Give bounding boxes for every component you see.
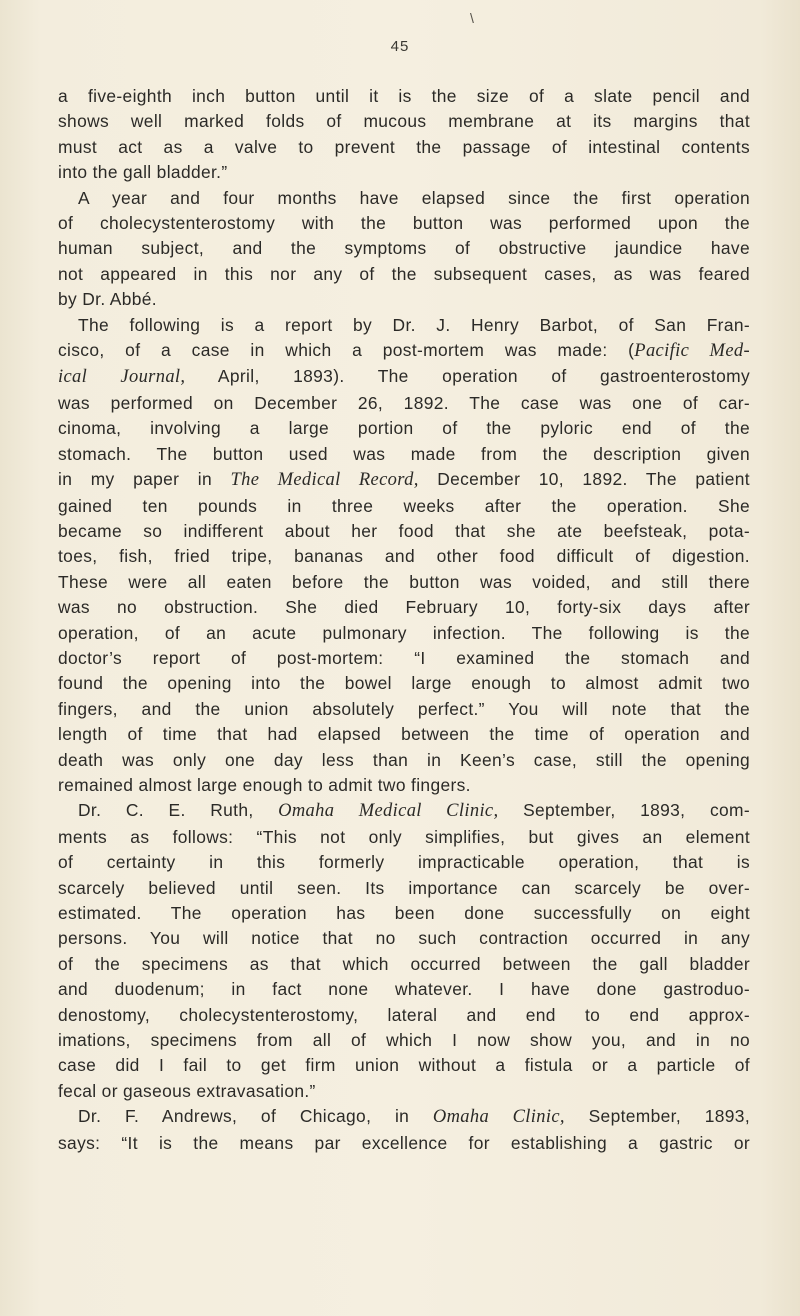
text-line: must act as a valve to prevent the passage of intestinal contents bbox=[58, 136, 750, 157]
text-line: The following is a report by Dr. J. Henry Barbot, of San Fran- bbox=[78, 314, 750, 335]
text-line: persons. You will notice that no such contraction occurred in any bbox=[58, 928, 750, 949]
text-line: doctor’s report of post-mortem: “I examined the stomach and bbox=[58, 647, 750, 668]
text-line: a five-eighth inch button until it is the size of a slate pencil and bbox=[58, 86, 750, 106]
text-line: These were all eaten before the button was voided, and still there bbox=[58, 571, 750, 592]
text-line: denostomy, cholecystenterostomy, lateral and end to end approx- bbox=[58, 1004, 750, 1025]
text-line: of the specimens as that which occurred between the gall bladder bbox=[58, 953, 750, 974]
text-line: of cholecystenterostomy with the button was performed upon the bbox=[58, 213, 750, 234]
text-line: estimated. The operation has been done successfully on eight bbox=[58, 903, 750, 923]
text-run: in my paper in bbox=[58, 469, 231, 490]
text-line: was no obstruction. She died February 10, forty-six days after bbox=[58, 597, 750, 618]
text-line bbox=[58, 798, 750, 824]
text-line: cinoma, involving a large portion of the pyloric end of the bbox=[58, 418, 750, 439]
text-run: cisco, of a case in which a post-mortem was made: ( bbox=[58, 340, 635, 361]
text-run: April, 1893). The operation of gastroenterostomy bbox=[185, 366, 750, 387]
text-line: A year and four months have elapsed since the first operation bbox=[78, 187, 750, 208]
body-text bbox=[58, 84, 750, 1156]
italic-citation: ical Journal, bbox=[58, 367, 186, 388]
text-line: was performed on December 26, 1892. The case was one of car- bbox=[58, 392, 750, 413]
italic-citation: Omaha Clinic, bbox=[432, 1107, 565, 1128]
text-line: not appeared in this nor any of the subsequent cases, as was feared bbox=[58, 263, 750, 284]
text-line: ments as follows: “This not only simplifies, but gives an element bbox=[58, 826, 750, 847]
text-line: length of time that had elapsed between the time of operation and bbox=[58, 724, 750, 745]
italic-citation: The Medical Record, bbox=[230, 470, 419, 491]
text-run: December 10, 1892. The patient bbox=[418, 469, 750, 490]
text-line: says: “It is the means par excellence for establishing a gastric or bbox=[58, 1132, 750, 1153]
text-run: September, 1893, com- bbox=[498, 800, 750, 821]
text-line: operation, of an acute pulmonary infection. The following is the bbox=[58, 622, 750, 643]
text-line: and duodenum; in fact none whatever. I have done gastroduo- bbox=[58, 979, 750, 1000]
italic-citation: Omaha Medical Clinic, bbox=[278, 801, 499, 822]
text-line: became so indifferent about her food that she ate beefsteak, pota- bbox=[58, 520, 750, 541]
text-line: scarcely believed until seen. Its importance can scarcely be over- bbox=[58, 877, 750, 898]
text-line bbox=[58, 467, 750, 493]
text-line: fecal or gaseous extravasation.” bbox=[58, 1080, 316, 1101]
text-line: toes, fish, fried tripe, bananas and other food difficult of digestion. bbox=[58, 546, 750, 567]
text-line: death was only one day less than in Keen’s case, still the opening bbox=[58, 749, 750, 770]
text-line: case did I fail to get firm union without a fistula or a particle of bbox=[58, 1055, 750, 1076]
italic-citation: Pacific Med- bbox=[634, 341, 750, 362]
text-line: into the gall bladder.” bbox=[58, 162, 228, 183]
text-line: fingers, and the union absolutely perfect.” You will note that the bbox=[58, 698, 750, 719]
text-run: Dr. F. Andrews, of Chicago, in bbox=[78, 1106, 433, 1127]
stray-mark: \ bbox=[470, 10, 474, 26]
text-line: imations, specimens from all of which I now show you, and in no bbox=[58, 1030, 750, 1051]
text-line bbox=[58, 364, 750, 390]
text-line: remained almost large enough to admit two fingers. bbox=[58, 774, 471, 795]
text-run: Dr. C. E. Ruth, bbox=[78, 800, 279, 821]
text-line: gained ten pounds in three weeks after the operation. She bbox=[58, 495, 750, 516]
text-line: found the opening into the bowel large enough to almost admit two bbox=[58, 673, 750, 694]
text-run: September, 1893, bbox=[564, 1106, 751, 1127]
text-line: stomach. The button used was made from the description given bbox=[58, 443, 750, 464]
text-line: shows well marked folds of mucous membrane at its margins that bbox=[58, 111, 750, 132]
text-line bbox=[58, 1104, 750, 1130]
text-line bbox=[58, 338, 750, 364]
text-line: of certainty in this formerly impracticable operation, that is bbox=[58, 852, 750, 873]
text-line: by Dr. Abbé. bbox=[58, 289, 157, 310]
text-line: human subject, and the symptoms of obstructive jaundice have bbox=[58, 238, 750, 259]
page-number: 45 bbox=[390, 38, 410, 55]
